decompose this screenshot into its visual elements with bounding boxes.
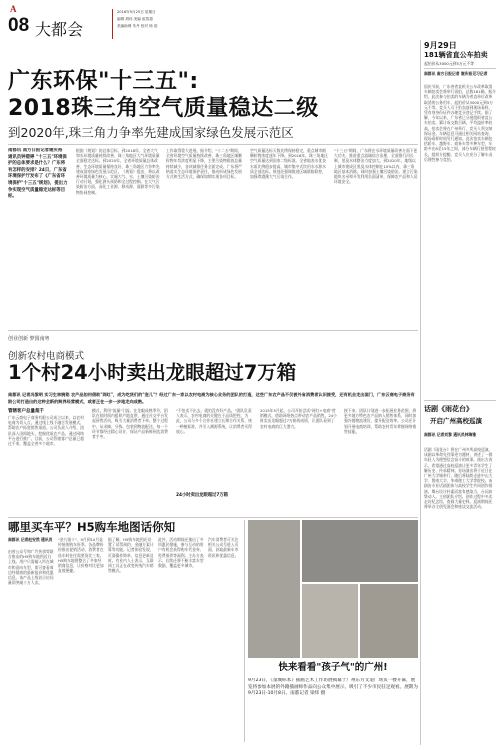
right-section2-headline: 话剧《雨花台》 [424, 405, 473, 413]
masthead [8, 4, 178, 40]
right-byline: 南都讯 南方日报记者 谢庆裕见习记者 [424, 71, 488, 76]
photo-headline: 快来看看"孩子气"的广州! [278, 662, 388, 673]
right-column-divider [420, 40, 421, 745]
logo-mark: A [10, 4, 17, 14]
story3-headline: 哪里买车平？H5购车地图话你知 [8, 520, 176, 534]
story2-inline-subhead: 24小时卖出龙眼超过7万箱 [176, 493, 228, 498]
right-rule-1 [424, 68, 496, 69]
story3-divider [244, 520, 245, 742]
story2-kicker: 创业创新 梦圆南粤 [8, 336, 50, 342]
photo-box [248, 520, 418, 743]
main-lede: 南都讯 南方日报记者谢庆裕 通讯员钟碧婷 "十三五"环境保护的总体要求是什么？广东将有怎样的安排？24日，广东省环境保护厅发布了《广东省环境保护"十三五"规划》，提出力争实现空气质量稳定达标等目标。 [8, 148, 68, 200]
photo-caption: 9月23日，《童城标本》插画艺术工作坊展揭幕于广州东方文道广场负一楼开幕，展览将参加本展的外籍插画师作品向公众集中展示，吸引了不少市民驻足观看。展期为9月23日-10月8日。南都记者 梁炜 摄 [248, 678, 418, 697]
right-section2-subhead: 开启广州高校巡演 [430, 417, 482, 425]
story2-headline: 1个村24小时卖出龙眼超过7万箱 [8, 361, 297, 384]
main-headline: 广东环保"十三五": 2018珠三角空气质量稳达二级 [8, 69, 319, 121]
story3-col-1: 由省公众号和广汽传祺等联合推出的H5购车地图近日上线。用户只需输入所在城市和意向车型，即可查看周边经销商的最新报价和优惠信息。该产品上线首日访问量即突破十万人次。 [8, 549, 54, 586]
page-number: 08 [8, 15, 30, 36]
story2-col-3: "不怕卖不出去，就怕没有好产品。"团队负责人表示，农村电商的关键在于品质把控。为此，公司与多个合作社建立长期合作关系，统一种植标准，并引入溯源系统，让消费者买得放心。 [176, 408, 252, 434]
main-col-4: "十三五"期间，广东将在水环境质量改善方面下更大功夫，推进重点流域综合治理，全面推行河长制，黑臭水体整治力度加大。到2020年，地级以上城市建成区黑臭水体控制在10%以内，珠三角地区基本消除。同时加强土壤污染防治，建立污染地块名录和开发利用负面清单，保障农产品和人居环境安全。 [334, 148, 418, 185]
story2-col-2: 模式，利用"流量"引流。在龙眼成熟季节，团队在短时间内组织产地直供，通过社交平台发起预售活动，吸引大量消费者下单。整个过程中，从采摘、分拣、包装到物流配送，每一个环节都经过精心设计，保证产品新鲜到达消费者手中。 [92, 408, 168, 440]
masthead-proof: 美编助理 朱丹 校对 杨 茹 [117, 24, 158, 28]
photo-child-4 [360, 584, 418, 658]
right-section2-body: 话剧《雨花台》将在广州多所高校巡演。该剧以革命先烈事迹为题材，讲述了一群年轻人为理想信念奋斗的故事。演出方表示，希望通过高校巡演让更多青年学生了解历史、传承精神。首场演出将于近日在广州大学城举行，随后将陆续走进中山大学、暨南大学、华南理工大学等院校。该剧由专业话剧团体与高校学生共同创作排演，舞台设计朴素而富有感染力，台词真挚动人。主创团队介绍，创作过程中多次走访纪念馆，查阅大量史料。巡演期间还将举办主创见面会和座谈交流活动。 [424, 447, 493, 510]
story3-col-2: "金九银十"，9月到10月是传统的购车旺季。各品牌纷纷推出促销活动，消费者在选车时往往需要货比三家。H5购车地图整合了多家经销商信息，让价格对比更加直观便捷。 [58, 537, 104, 574]
story2-col-4: 2015年5月起，公司开始尝试"网红+电商"营销模式，借助网络热点带动农产品销售。24小时卖出龙眼超过7万箱的成绩，让团队看到了农村电商的巨大潜力。 [260, 408, 337, 429]
main-subtitle-rule [8, 144, 418, 145]
right-headline: 181辆省直公车拍卖 [424, 51, 488, 59]
right-column [424, 40, 494, 740]
story2-col-1: 广东云商电子商务有限公司成立以来，以农村电商为切入点，通过线上线下融合发展模式，帮助农户拓宽销售渠道。公司负责人介绍，团队深入田间地头，挖掘优质农产品，通过网络平台进行推广。目前，公司管辖客户总量已超过千家，覆盖全省多个地市。 [8, 415, 84, 447]
section-title: 大都会 [35, 20, 84, 39]
story3-col-5: 汽车消费者可关注相关公众号进入页面，获取最新车市资讯和优惠信息。 [208, 537, 239, 558]
masthead-editor: 编辑 胡伟 美编 崔智超 [117, 17, 153, 21]
right-date: 9月29日 [424, 41, 457, 50]
story3-byline: 南都讯 记者赵安然 通讯员 [8, 537, 53, 542]
story3-col-3: 据了解，H5购车地图还设置了试驾预约、金融方案计算等功能。记者体验发现，页面操作简单，信息更新及时。有业内人士表示，互联网工具正在改变传统汽车销售模式。 [108, 537, 154, 574]
main-col-1: 根据《规划》的总体目标，到2018年，全省大气和水环境质量持续改善，珠三角地区大气环境质量全面稳定达标。到2020年，全省环境质量总体改善，生态环境质量保持良好，珠三角地区力争率先建成国家绿色发展示范区。《规划》提出，将以改善环境质量为核心，实施大气、水、土壤污染防治行动计划，强化源头预防和全过程控制。在大气污染防治方面，深化工业源、移动源、面源等多污染物协同控制。 [76, 148, 160, 195]
main-col-2: 工作取得重大进展。据介绍，"十二五"期间，全省环境空气质量持续改善，珠三角地区细颗粒物年均浓度明显下降，主要污染物排放总量持续减少，各项减排任务全面完成。广东将严格落实生态环境保护责任，推动形成绿色发展方式和生活方式，确保如期实现各项目标。 [166, 148, 242, 180]
photo-child-2 [302, 520, 418, 582]
masthead-date: 2016年9月25日 星期日 [117, 10, 156, 14]
story2-col-5: 接下来，团队计划进一步拓展业务范围，将更多地方特色农产品纳入销售体系，同时加强冷链物流建设，提升配送效率。公司还计划开展电商培训，帮助农村青年掌握网络销售技能。 [344, 408, 417, 434]
story3-top-rule [8, 517, 418, 518]
story2-subhead: 管辖客户总量超千 [8, 409, 44, 414]
right-body: 国庆节前，广东省省直机关公车改革取消车辆拍卖会将举行再拍，总数181辆。据介绍，此次参与拍卖的车辆为省直单位改革取消的公务用车，起拍价从3000元到5万元不等。竞买人可于拍卖前到现场看样，凭有效身份证件办理竞买登记手续。据了解，今年以来，广东省已分批组织省直公车拍卖，累计成交数百辆，平均溢价率较高。拍卖会将在广州举行，竞买人须交纳保证金。车辆信息可通过相关网站查询，现场看样时间另行通知。此次拍卖车辆包括轿车、越野车、商务车等多种车型，车龄多在8至15年之间，部分车辆行驶里程较长。组织方提醒，竞买人应充分了解车况后理性参与竞拍。 [424, 84, 496, 162]
story2-lede: 南都讯 记者冯黎明 实习生林婉铭 农产品如何借助"网红"，成为吃货们的"宠儿"？经过广东一家以农村电商为核心业务的团队的打造，这些广东农产品不仅被外省消费者认识接受，还有机会走出国门，广东云商电子商务有限公司打造出的这种全新的跨界经营模式，或者正在一步一步地走向成熟。 [8, 392, 415, 404]
photo-child-3 [302, 584, 358, 658]
right-subhead: 起拍价从3000元到5万元不等 [424, 61, 475, 66]
masthead-divider [112, 9, 113, 39]
main-col-3: 空气质量达标天数比例保持稳定，重点城市细颗粒物浓度逐年下降。到2018年，珠三角地区空气质量达到国家二级标准。全省地表水优良水质比例稳步提高，城市集中式饮用水水源水质全部达标。规划还强调推进区域联防联控，加强粤港澳大气污染合作。 [250, 148, 328, 180]
photo-child-1 [248, 520, 300, 658]
story2-top-rule [8, 330, 418, 331]
right-rule-2 [424, 400, 496, 401]
main-subtitle: 到2020年,珠三角力争率先建成国家绿色发展示范区 [8, 125, 294, 140]
right-section2-byline: 南都讯 记者刘黎 通讯员林瑞雅 [424, 432, 477, 437]
story2-pretitle: 创新农村电商模式 [8, 351, 85, 362]
story3-col-4: 此外，活动期间还推出了多项惠民措施，参与互动的用户有机会获得购车代金券、免费保养等福利。主办方表示，后续还将不断丰富车型数据，覆盖更多城市。 [158, 537, 204, 569]
